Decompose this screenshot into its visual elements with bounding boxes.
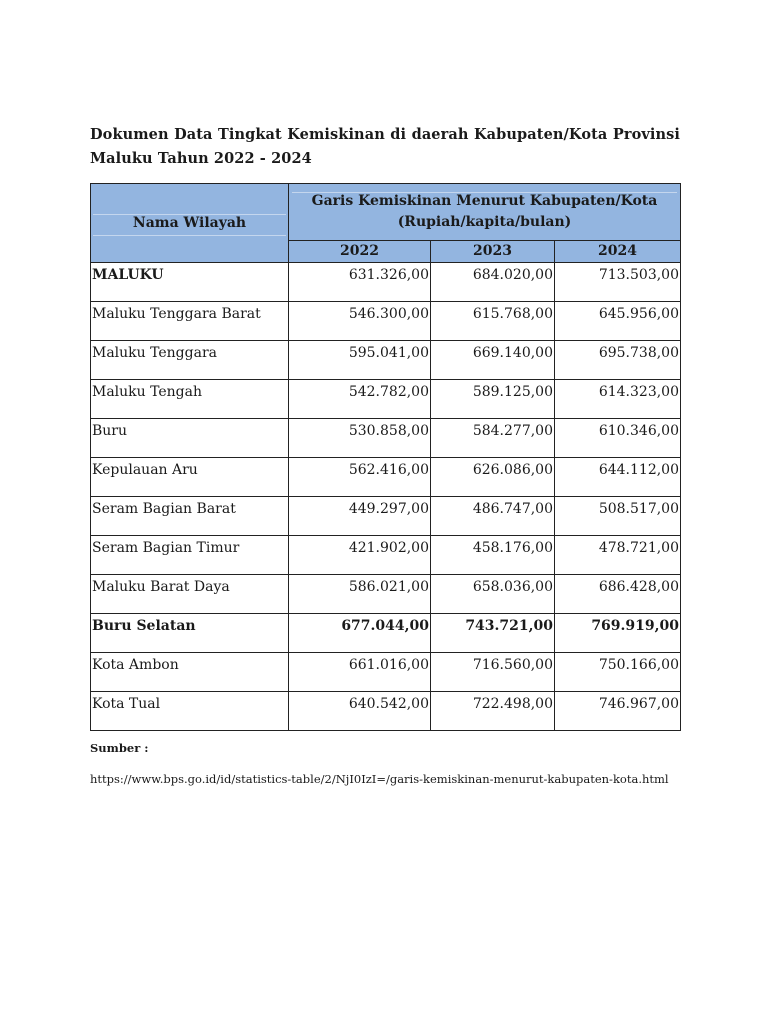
value-cell-2023: 658.036,00 <box>431 575 555 614</box>
region-name-cell: Seram Bagian Barat <box>91 497 289 536</box>
value-cell-2024: 750.166,00 <box>555 653 681 692</box>
value-cell-2022: 562.416,00 <box>289 458 431 497</box>
value-cell-2022: 661.016,00 <box>289 653 431 692</box>
table-row <box>91 263 681 302</box>
value-cell-2022: 449.297,00 <box>289 497 431 536</box>
year-header-2024: 2024 <box>555 241 681 263</box>
region-name-cell: Maluku Tengah <box>91 380 289 419</box>
region-name-cell: Maluku Tenggara Barat <box>91 302 289 341</box>
table-row <box>91 497 681 536</box>
value-cell-2024: 508.517,00 <box>555 497 681 536</box>
value-cell-2022: 586.021,00 <box>289 575 431 614</box>
value-cell-2024: 746.967,00 <box>555 692 681 731</box>
value-cell-2022: 530.858,00 <box>289 419 431 458</box>
region-name-cell: MALUKU <box>91 263 289 302</box>
region-name-cell: Buru <box>91 419 289 458</box>
year-header-2022: 2022 <box>289 241 431 263</box>
table-row <box>91 692 681 731</box>
value-cell-2024: 713.503,00 <box>555 263 681 302</box>
region-name-cell: Seram Bagian Timur <box>91 536 289 575</box>
document-title: Dokumen Data Tingkat Kemiskinan di daerah Kabupaten/Kota Provinsi Maluku Tahun 2022 - 2024 <box>90 126 680 167</box>
value-cell-2022: 421.902,00 <box>289 536 431 575</box>
year-header-2023: 2023 <box>431 241 555 263</box>
value-cell-2023: 626.086,00 <box>431 458 555 497</box>
table-row <box>91 302 681 341</box>
value-cell-2022: 546.300,00 <box>289 302 431 341</box>
value-cell-2023: 584.277,00 <box>431 419 555 458</box>
source-url-link[interactable]: https://www.bps.go.id/id/statistics-table/2/NjI0IzI=/garis-kemiskinan-menurut-kabupaten-kota.html <box>90 772 669 786</box>
value-cell-2023: 589.125,00 <box>431 380 555 419</box>
table-body <box>91 263 681 731</box>
value-cell-2024: 644.112,00 <box>555 458 681 497</box>
poverty-line-table <box>90 183 681 731</box>
table-row <box>91 341 681 380</box>
value-cell-2024: 478.721,00 <box>555 536 681 575</box>
region-name-cell: Kota Tual <box>91 692 289 731</box>
value-cell-2024: 686.428,00 <box>555 575 681 614</box>
value-cell-2023: 458.176,00 <box>431 536 555 575</box>
value-cell-2022: 640.542,00 <box>289 692 431 731</box>
value-cell-2023: 722.498,00 <box>431 692 555 731</box>
table-row <box>91 380 681 419</box>
region-column-header-label: Nama Wilayah <box>132 215 247 231</box>
value-cell-2023: 486.747,00 <box>431 497 555 536</box>
value-cell-2022: 542.782,00 <box>289 380 431 419</box>
table-row <box>91 458 681 497</box>
value-cell-2024: 645.956,00 <box>555 302 681 341</box>
region-name-cell: Buru Selatan <box>91 614 289 653</box>
table-row <box>91 536 681 575</box>
table-row <box>91 575 681 614</box>
value-cell-2024: 610.346,00 <box>555 419 681 458</box>
region-column-header <box>91 184 289 263</box>
table-row <box>91 653 681 692</box>
region-name-cell: Kepulauan Aru <box>91 458 289 497</box>
value-cell-2024: 769.919,00 <box>555 614 681 653</box>
value-cell-2023: 669.140,00 <box>431 341 555 380</box>
value-cell-2023: 743.721,00 <box>431 614 555 653</box>
value-cell-2023: 684.020,00 <box>431 263 555 302</box>
value-cell-2024: 695.738,00 <box>555 341 681 380</box>
poverty-line-group-header <box>289 184 681 241</box>
value-cell-2023: 716.560,00 <box>431 653 555 692</box>
value-cell-2022: 631.326,00 <box>289 263 431 302</box>
value-cell-2022: 677.044,00 <box>289 614 431 653</box>
region-name-cell: Maluku Tenggara <box>91 341 289 380</box>
table-header-row <box>91 184 681 241</box>
region-name-cell: Kota Ambon <box>91 653 289 692</box>
table-row <box>91 419 681 458</box>
table-row <box>91 614 681 653</box>
value-cell-2022: 595.041,00 <box>289 341 431 380</box>
region-name-cell: Maluku Barat Daya <box>91 575 289 614</box>
value-cell-2024: 614.323,00 <box>555 380 681 419</box>
poverty-line-group-header-label: Garis Kemiskinan Menurut Kabupaten/Kota (Rupiah/kapita/bulan) <box>311 193 658 230</box>
value-cell-2023: 615.768,00 <box>431 302 555 341</box>
source-label: Sumber : <box>90 741 149 755</box>
